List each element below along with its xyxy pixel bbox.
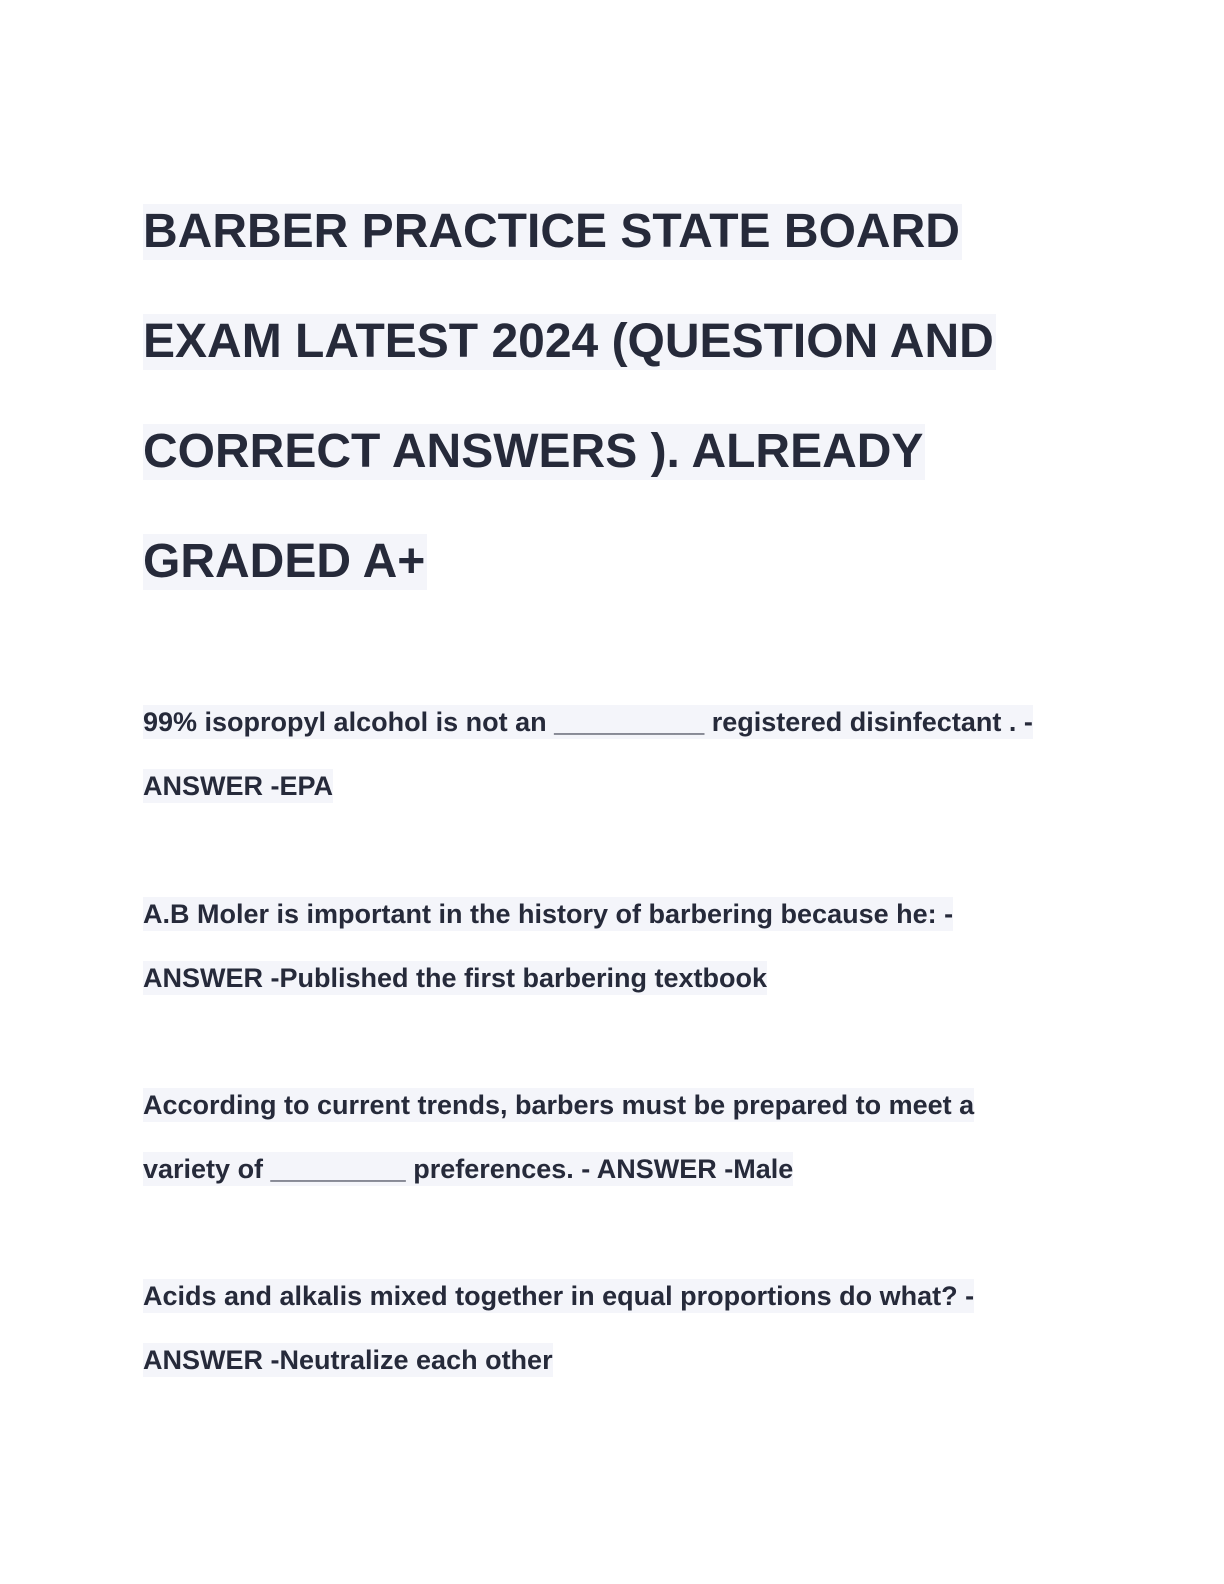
qa-item-1	[143, 705, 1103, 833]
answer-text: ANSWER -Published the first barbering textbook	[143, 963, 768, 993]
question-text: A.B Moler is important in the history of barbering because he: -	[143, 899, 954, 929]
question-text: Acids and alkalis mixed together in equal proportions do what? -	[143, 1281, 975, 1311]
answer-text: ANSWER -Neutralize each other	[143, 1345, 553, 1375]
answer-text: ANSWER -EPA	[143, 771, 334, 801]
document-title	[143, 204, 1103, 644]
qa-item-3	[143, 1088, 1103, 1216]
title-line: GRADED A+	[143, 535, 426, 588]
title-line: CORRECT ANSWERS ). ALREADY	[143, 425, 924, 478]
answer-text: variety of _________ preferences. - ANSWER -Male	[143, 1154, 794, 1184]
qa-item-2	[143, 897, 1103, 1025]
question-text: According to current trends, barbers must be prepared to meet a	[143, 1090, 975, 1120]
qa-item-4	[143, 1279, 1103, 1407]
question-text: 99% isopropyl alcohol is not an __________ registered disinfectant . -	[143, 707, 1033, 737]
title-line: EXAM LATEST 2024 (QUESTION AND	[143, 315, 994, 368]
title-line: BARBER PRACTICE STATE BOARD	[143, 205, 960, 258]
